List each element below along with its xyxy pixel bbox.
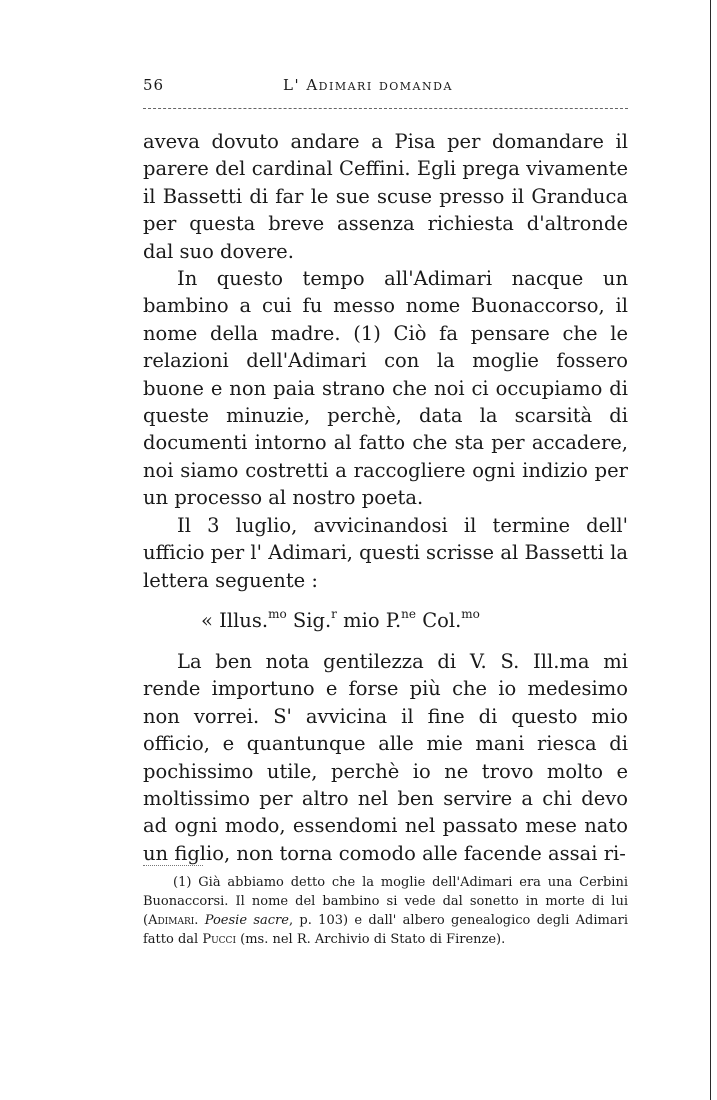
- footnote-work-title: Poesie sacre: [204, 913, 289, 928]
- footnote-text-3: (ms. nel R. Archivio di Stato di Firenze).: [236, 932, 506, 947]
- footnote: [143, 873, 628, 949]
- letter-salutation: [143, 594, 628, 648]
- salutation-open: « Illus.: [201, 608, 269, 632]
- paragraph-2: In questo tempo all'Adimari nacque un bambino a cui fu messo nome Buonaccorso, il nome della madre. (1) Ciò fa pensare che le relazioni dell'Adimari con la moglie fossero buone e non paia strano che noi ci occupiamo di queste minuzie, perchè, data la scarsità di documenti intorno al fatto che sta per accadere, noi siamo costretti a raccogliere ogni indizio per un processo al nostro poeta.: [143, 267, 628, 510]
- paragraph-1: aveva dovuto andare a Pisa per domandare il parere del cardinal Ceffini. Egli prega vivamente il Bassetti di far le sue scuse presso il Granduca per questa breve assenza richiesta d'altronde dal suo dovere.: [143, 130, 628, 263]
- header-rule: [143, 108, 628, 109]
- page-edge-line: [710, 0, 711, 1100]
- footnote-text-2: , p. 103) e dall' albero genealogico degli Adimari fatto dal: [143, 913, 628, 947]
- salutation-part-4: Col.: [416, 608, 462, 632]
- salutation-sup-2: r: [331, 606, 337, 621]
- page-number: 56: [143, 76, 165, 94]
- footnote-text-1: (1) Già abbiamo detto che la moglie dell'Adimari era una Cerbini Buonaccorsi. Il nome del bambino si vede dal sonetto in morte di lui (: [143, 875, 628, 928]
- running-title: L' Adimari domanda: [283, 76, 453, 94]
- paragraph-4: La ben nota gentilezza di V. S. Ill.ma mi rende importuno e forse più che io medesimo non vorrei. S' avvicina il fine di questo mio officio, e quantunque alle mie mani riesca di pochissimo utile, perchè io ne trovo molto e moltissimo per altro nel ben servire a chi devo ad ogni modo, essendomi nel passato mese nato un figlio, non torna comodo alle facende assai ri-: [143, 649, 628, 865]
- footnote-rule: [143, 865, 203, 866]
- salutation-sup-4: mo: [461, 606, 480, 621]
- salutation-sup-3: ne: [401, 606, 416, 621]
- salutation-part-2: Sig.: [286, 608, 332, 632]
- page-header: [143, 76, 628, 100]
- paragraph-3: Il 3 luglio, avvicinandosi il termine dell' ufficio per l' Adimari, questi scrisse al Bassetti la lettera seguente :: [143, 513, 628, 592]
- salutation-part-3: mio P.: [336, 608, 402, 632]
- salutation-sup-1: mo: [268, 606, 287, 621]
- main-text: [143, 128, 628, 867]
- footnote-author: Adimari.: [148, 913, 199, 928]
- footnote-pucci: Pucci: [202, 932, 237, 947]
